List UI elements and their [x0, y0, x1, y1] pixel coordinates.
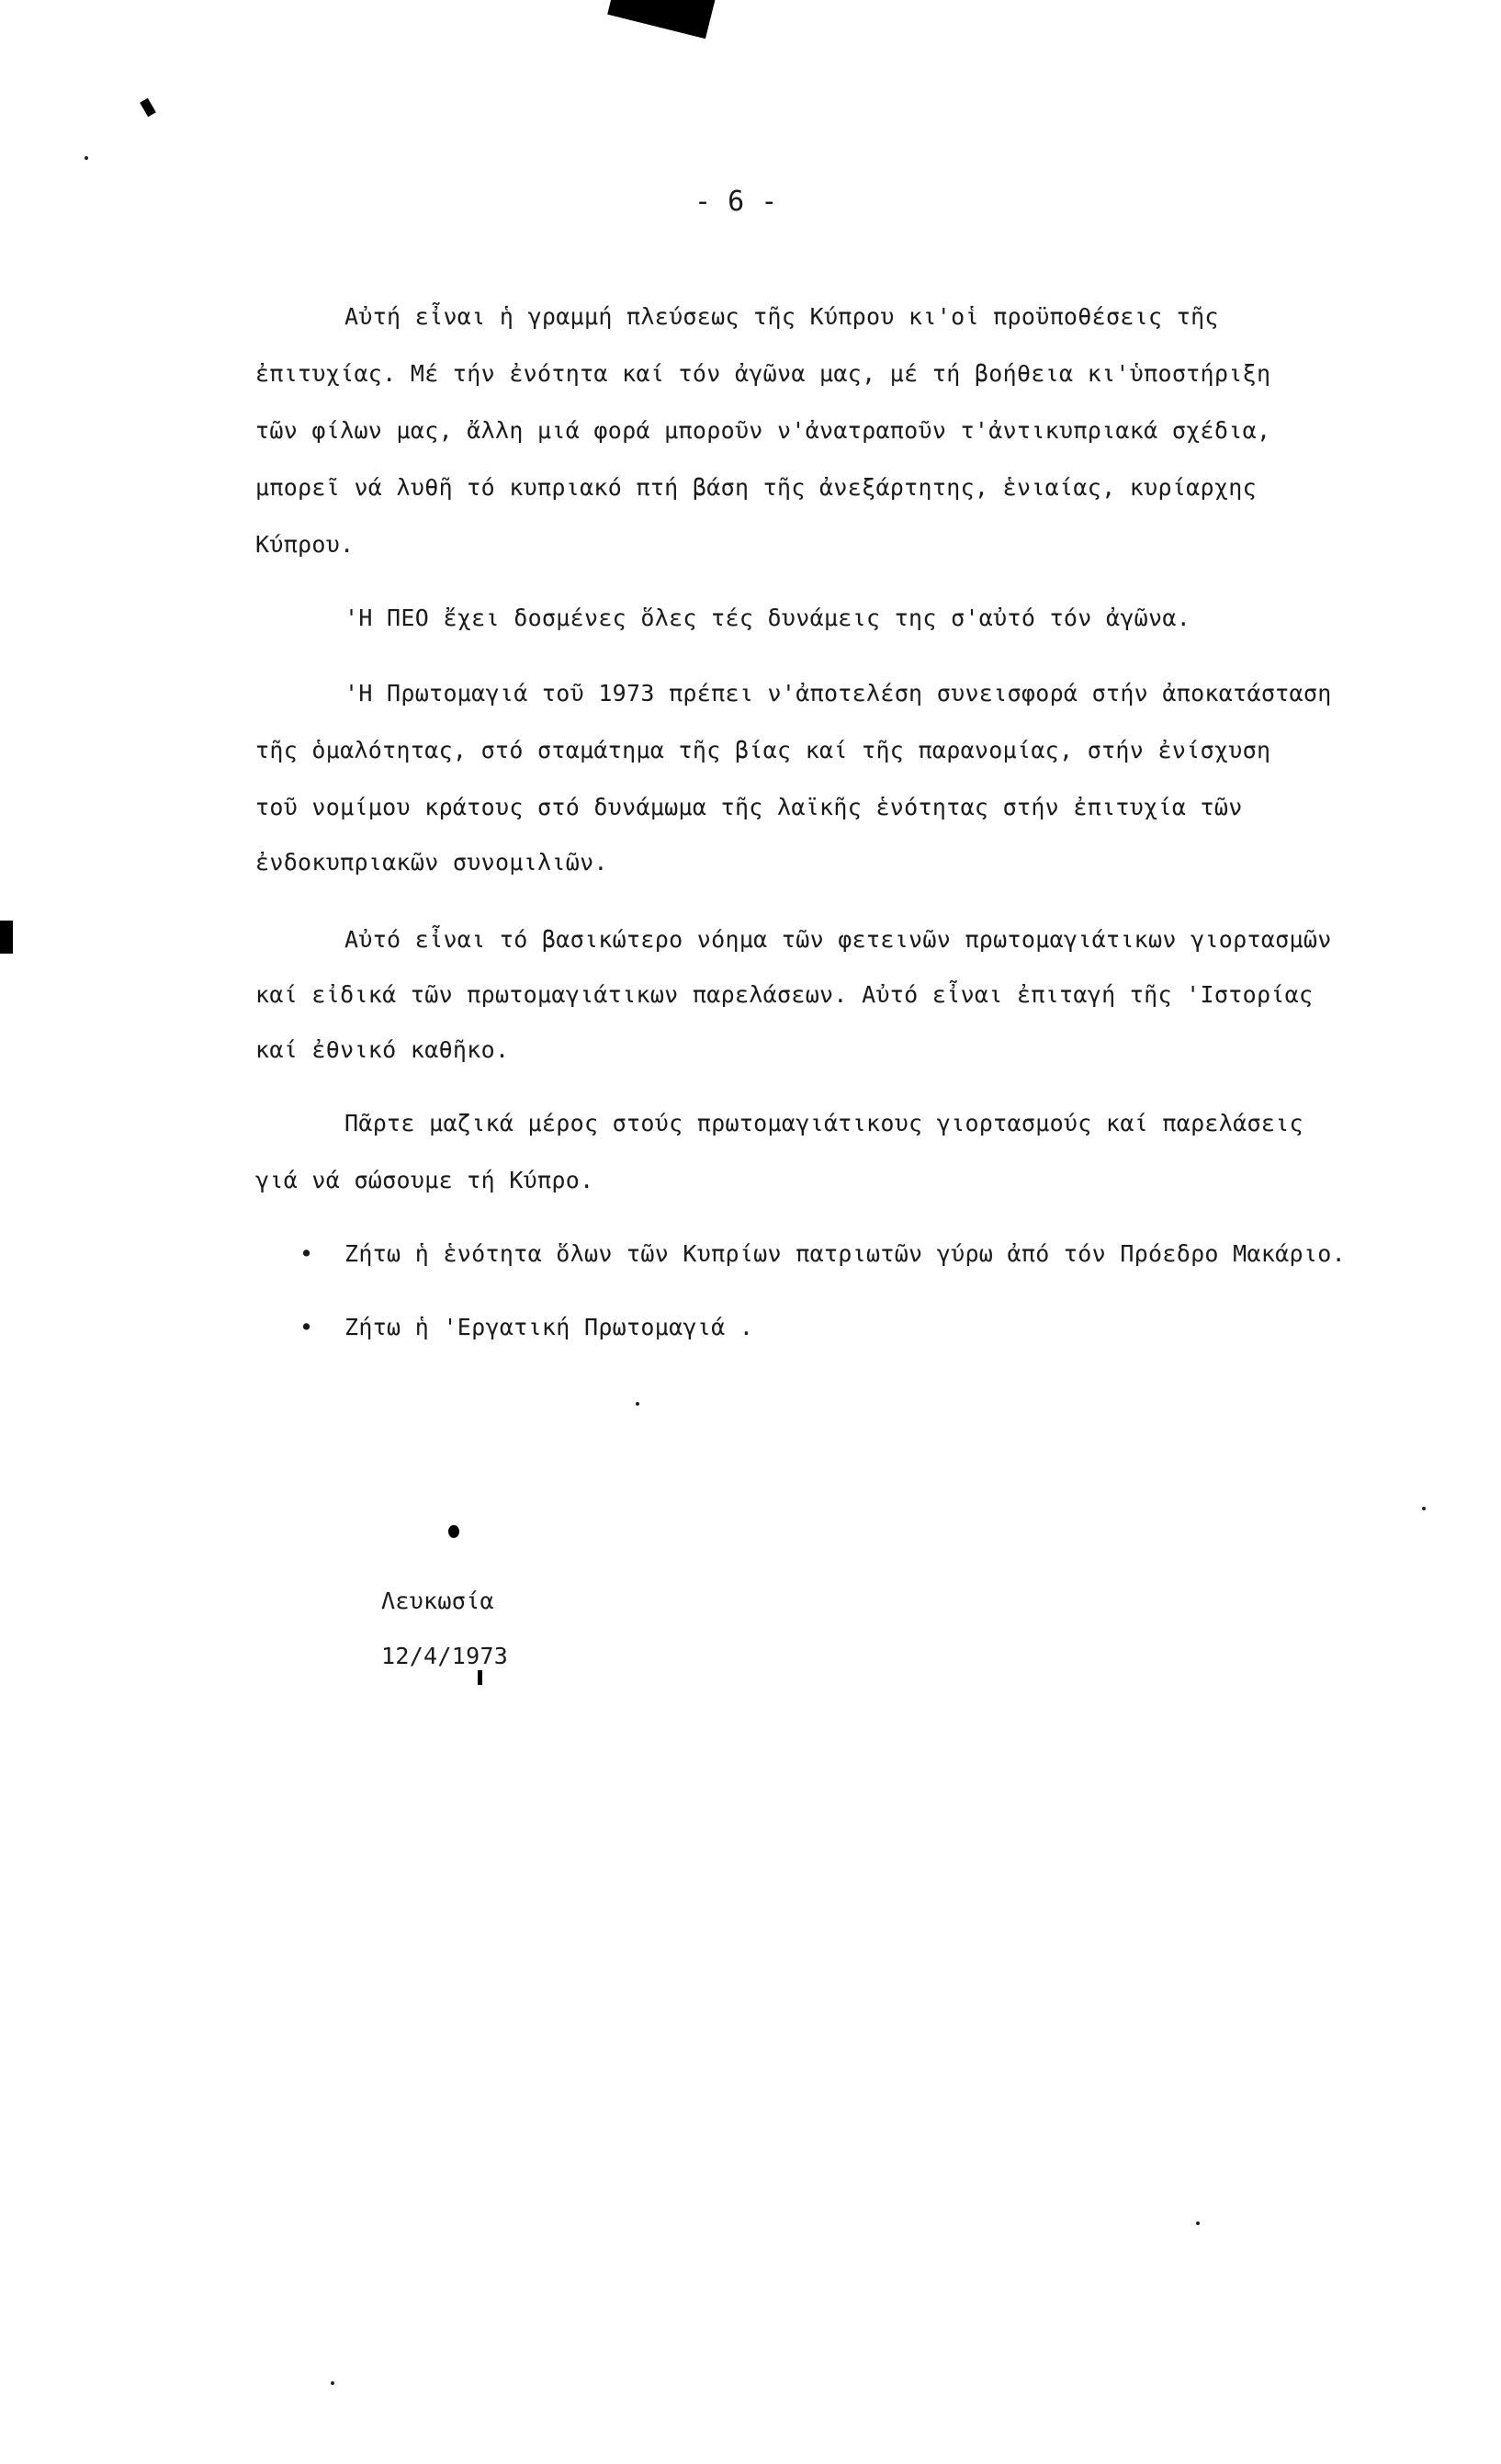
text-line: Αὐτή εἶναι ἡ γραμμή πλεύσεως τῆς Κύπρου κι'οἱ προϋποθέσεις τῆς: [344, 303, 1219, 330]
scan-mark: [478, 1670, 482, 1685]
scan-mark: [448, 1525, 459, 1538]
text-line: 'Η ΠΕΟ ἔχει δοσμένες ὅλες τές δυνάμεις της σ'αὐτό τόν ἀγῶνα.: [344, 605, 1191, 631]
scan-speck: [1196, 2221, 1200, 2225]
text-line: Αὐτό εἶναι τό βασικώτερο νόημα τῶν φετεινῶν πρωτομαγιάτικων γιορτασμῶν: [344, 926, 1332, 953]
text-line: γιά νά σώσουμε τή Κύπρο.: [255, 1167, 594, 1193]
text-line: καί ἐθνικό καθῆκο.: [255, 1036, 510, 1063]
text-line: καί εἰδικά τῶν πρωτομαγιάτικων παρελάσεων. Αὐτό εἶναι ἐπιταγή τῆς 'Ιστορίας: [255, 981, 1314, 1008]
scan-mark: [140, 98, 156, 118]
page-number: - 6 -: [694, 186, 778, 218]
text-line: Κύπρου.: [255, 531, 355, 558]
text-line: ἐνδοκυπριακῶν συνομιλιῶν.: [255, 849, 608, 876]
document-date: 12/4/1973: [381, 1643, 509, 1669]
scan-speck: [1422, 1507, 1426, 1510]
text-line: τοῦ νομίμου κράτους στό δυνάμωμα τῆς λαϊκῆς ἑνότητας στήν ἐπιτυχία τῶν: [255, 794, 1243, 820]
text-line: μπορεῖ νά λυθῆ τό κυπριακό πτή βάση τῆς ἀνεξάρτητης, ἑνιαίας, κυρίαρχης: [255, 474, 1257, 501]
text-line: τῆς ὁμαλότητας, στό σταμάτημα τῆς βίας καί τῆς παρανομίας, στήν ἐνίσχυση: [255, 737, 1271, 763]
place-name: Λευκωσία: [381, 1588, 494, 1614]
scan-speck: [85, 156, 88, 160]
bullet-icon: •: [299, 1240, 314, 1267]
bullet-icon: •: [299, 1314, 314, 1340]
text-line: ἐπιτυχίας. Μέ τήν ἐνότητα καί τόν ἀγῶνα μας, μέ τή βοήθεια κι'ὑποστήριξη: [255, 360, 1271, 387]
scan-speck: [331, 2381, 334, 2385]
scan-speck: [636, 1402, 639, 1406]
text-line: τῶν φίλων μας, ἄλλη μιά φορά μποροῦν ν'ἀνατραποῦν τ'ἀντικυπριακά σχέδια,: [255, 417, 1271, 444]
text-line: Πᾶρτε μαζικά μέρος στούς πρωτομαγιάτικους γιορτασμούς καί παρελάσεις: [344, 1110, 1304, 1136]
text-line: 'Η Πρωτομαγιά τοῦ 1973 πρέπει ν'ἀποτελέση συνεισφορά στήν ἀποκατάσταση: [344, 680, 1332, 706]
slogan-line: Ζήτω ἡ ἑνότητα ὅλων τῶν Κυπρίων πατριωτῶν γύρω ἀπό τόν Πρόεδρο Μακάριο.: [344, 1240, 1346, 1267]
scan-mark: [0, 921, 13, 954]
scan-corner-mark: [607, 0, 721, 39]
slogan-line: Ζήτω ἡ 'Εργατική Πρωτομαγιά .: [344, 1314, 754, 1340]
